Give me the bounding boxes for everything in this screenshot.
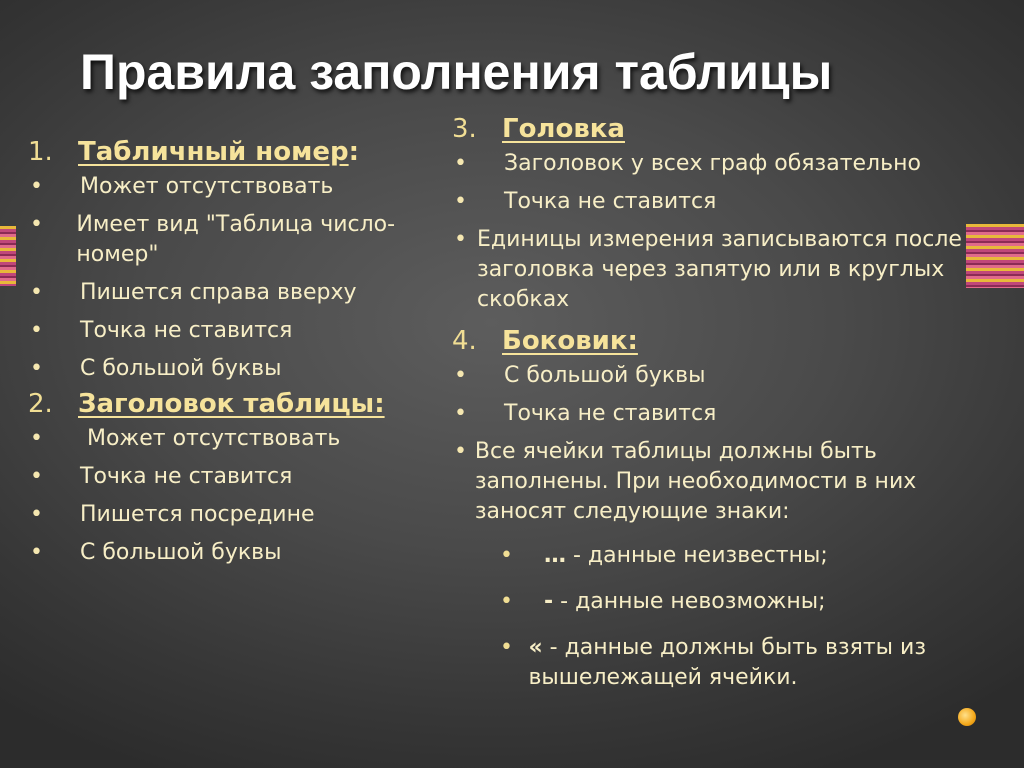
slide-title: Правила заполнения таблицы xyxy=(80,44,833,100)
section-heading xyxy=(28,384,448,424)
section-number: 4. xyxy=(452,326,477,356)
list-item xyxy=(28,210,448,270)
section-heading xyxy=(452,321,964,361)
bullet-icon: • xyxy=(454,227,467,252)
list-item xyxy=(28,538,448,568)
list-item-text: Имеет вид "Таблица число-номер" xyxy=(76,212,396,267)
list-item-text: Точка не ставится xyxy=(504,189,717,214)
bullet-icon: • xyxy=(454,401,467,426)
list-item-text: Точка не ставится xyxy=(504,401,717,426)
right-column xyxy=(452,109,964,693)
list-item xyxy=(452,149,964,179)
section-title: Боковик: xyxy=(502,326,638,356)
section-heading xyxy=(452,109,964,149)
list-item-text: Пишется посредине xyxy=(80,502,315,527)
list-item xyxy=(452,361,964,391)
striped-bar-decoration xyxy=(0,226,16,286)
left-column xyxy=(28,132,448,568)
list-item-text: С большой буквы xyxy=(504,363,706,388)
bullet-icon: • xyxy=(30,464,43,489)
bullet-icon: • xyxy=(30,318,43,343)
list-item-text: С большой буквы xyxy=(80,356,282,381)
bullet-icon: • xyxy=(30,356,43,381)
section-title: Табличный номер: xyxy=(78,137,360,167)
bullet-icon: • xyxy=(30,212,43,237)
list-item xyxy=(28,172,448,202)
bullet-icon: • xyxy=(30,280,43,305)
bullet-icon: • xyxy=(500,635,513,660)
striped-bar-decoration xyxy=(966,224,1024,288)
list-item xyxy=(28,500,448,530)
list-item-text: … - данные неизвестны; xyxy=(544,543,828,568)
sign-symbol: … xyxy=(544,543,566,568)
bullet-icon: • xyxy=(454,189,467,214)
sub-list-item xyxy=(500,541,964,571)
section-number: 1. xyxy=(28,137,53,167)
section-heading xyxy=(28,132,448,172)
bullet-icon: • xyxy=(30,540,43,565)
list-item-text: Все ячейки таблицы должны быть заполнены. При необходимости в них заносят следующие знаки: xyxy=(474,439,917,524)
list-item xyxy=(28,462,448,492)
list-item xyxy=(452,225,964,315)
bullet-icon: • xyxy=(500,589,513,614)
list-item xyxy=(452,399,964,429)
list-item xyxy=(452,437,964,527)
bullet-icon: • xyxy=(454,363,467,388)
list-item xyxy=(28,354,448,384)
list-item-text: Точка не ставится xyxy=(80,464,293,489)
list-item-text: Пишется справа вверху xyxy=(80,280,357,305)
sub-list-item xyxy=(500,587,964,617)
list-item xyxy=(452,187,964,217)
sub-list-item xyxy=(500,633,964,693)
list-item-text: Точка не ставится xyxy=(80,318,293,343)
bullet-icon: • xyxy=(454,151,467,176)
section-number: 3. xyxy=(452,114,477,144)
bullet-icon: • xyxy=(454,439,467,464)
list-item-text: С большой буквы xyxy=(80,540,282,565)
bullet-icon: • xyxy=(30,502,43,527)
orange-dot-icon xyxy=(958,708,976,726)
list-item-text: Заголовок у всех граф обязательно xyxy=(504,151,921,176)
sign-symbol: « xyxy=(528,635,543,660)
list-item xyxy=(28,424,448,454)
section-title: Головка xyxy=(502,114,625,144)
section-title: Заголовок таблицы: xyxy=(78,389,385,419)
list-item xyxy=(28,278,448,308)
bullet-icon: • xyxy=(30,174,43,199)
list-item-text: Единицы измерения записываются после заголовка через запятую или в круглых скобках xyxy=(477,227,962,312)
section-number: 2. xyxy=(28,389,53,419)
bullet-icon: • xyxy=(30,426,43,451)
list-item-text: « - данные должны быть взяты из вышележащей ячейки. xyxy=(528,635,927,690)
list-item-text: Может отсутствовать xyxy=(80,426,341,451)
list-item xyxy=(28,316,448,346)
sign-symbol: - xyxy=(544,589,554,614)
bullet-icon: • xyxy=(500,543,513,568)
list-item-text: - - данные невозможны; xyxy=(544,589,826,614)
list-item-text: Может отсутствовать xyxy=(80,174,334,199)
